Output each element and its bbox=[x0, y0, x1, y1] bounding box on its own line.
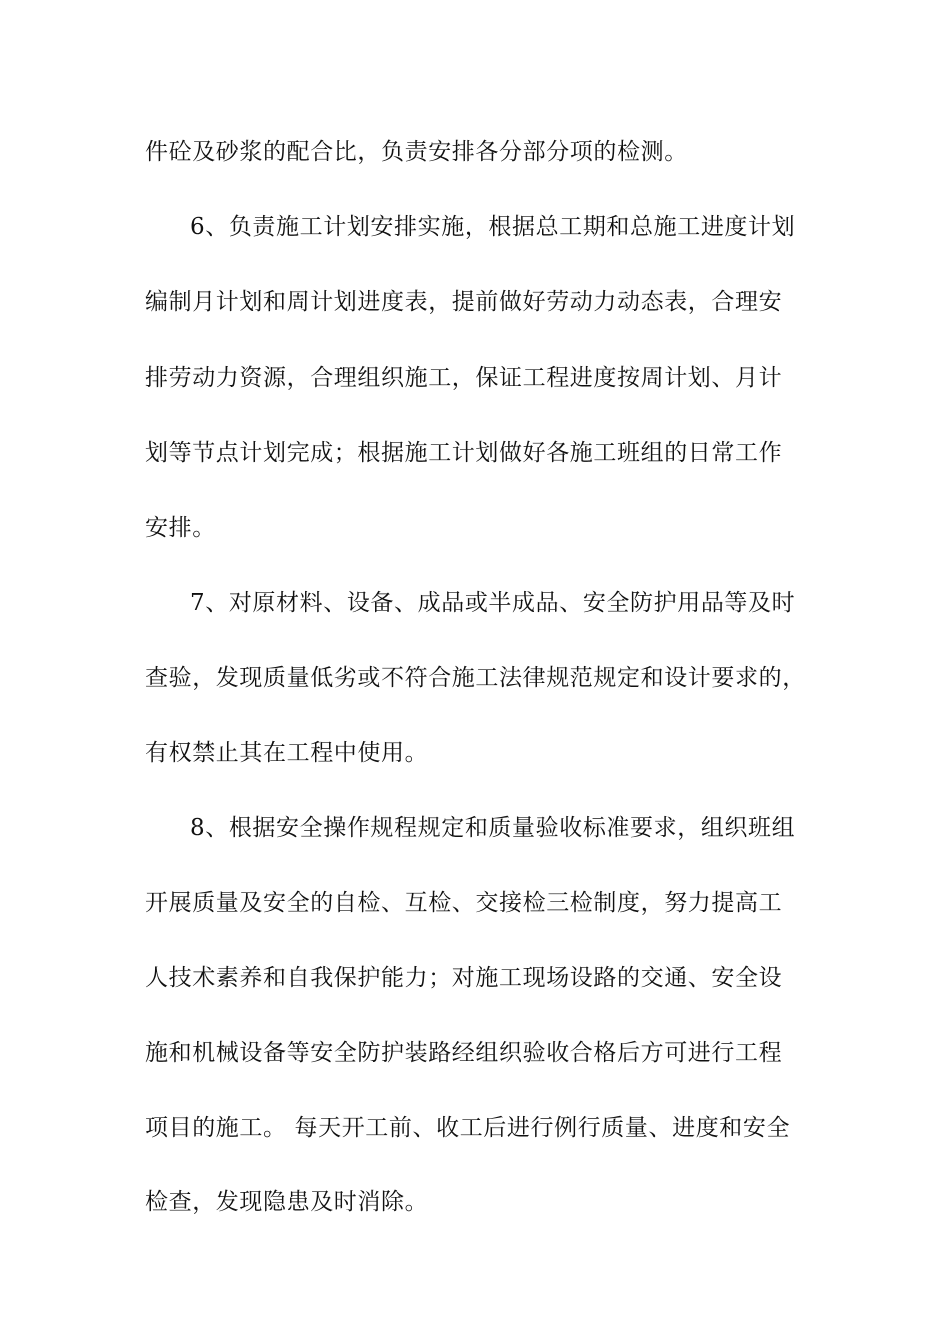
paragraph-7-line-2: 查验，发现质量低劣或不符合施工法律规范规定和设计要求的， bbox=[145, 665, 806, 691]
text-line-1: 件砼及砂浆的配合比，负责安排各分部分项的检测。 bbox=[145, 139, 688, 165]
paragraph-6-line-2: 编制月计划和周计划进度表，提前做好劳动力动态表，合理安 bbox=[145, 289, 783, 315]
paragraph-7-line-3: 有权禁止其在工程中使用。 bbox=[145, 740, 429, 766]
paragraph-8-line-5: 项目的施工。 每天开工前、收工后进行例行质量、进度和安全 bbox=[145, 1115, 791, 1141]
paragraph-7-line-1: 7、对原材料、设备、成品或半成品、安全防护用品等及时 bbox=[190, 590, 796, 616]
paragraph-6-line-3: 排劳动力资源，合理组织施工，保证工程进度按周计划、月计 bbox=[145, 365, 783, 391]
paragraph-8-line-2: 开展质量及安全的自检、互检、交接检三检制度，努力提高工 bbox=[145, 890, 783, 916]
paragraph-6-line-4: 划等节点计划完成；根据施工计划做好各施工班组的日常工作 bbox=[145, 440, 783, 466]
paragraph-8-line-3: 人技术素养和自我保护能力；对施工现场设路的交通、安全设 bbox=[145, 965, 783, 991]
paragraph-8-line-6: 检查，发现隐患及时消除。 bbox=[145, 1189, 429, 1215]
paragraph-6-line-5: 安排。 bbox=[145, 515, 216, 541]
paragraph-8-line-1: 8、根据安全操作规程规定和质量验收标准要求，组织班组 bbox=[190, 815, 796, 841]
paragraph-6-line-1: 6、负责施工计划安排实施，根据总工期和总施工进度计划 bbox=[190, 214, 796, 240]
paragraph-8-line-4: 施和机械设备等安全防护装路经组织验收合格后方可进行工程 bbox=[145, 1040, 783, 1066]
